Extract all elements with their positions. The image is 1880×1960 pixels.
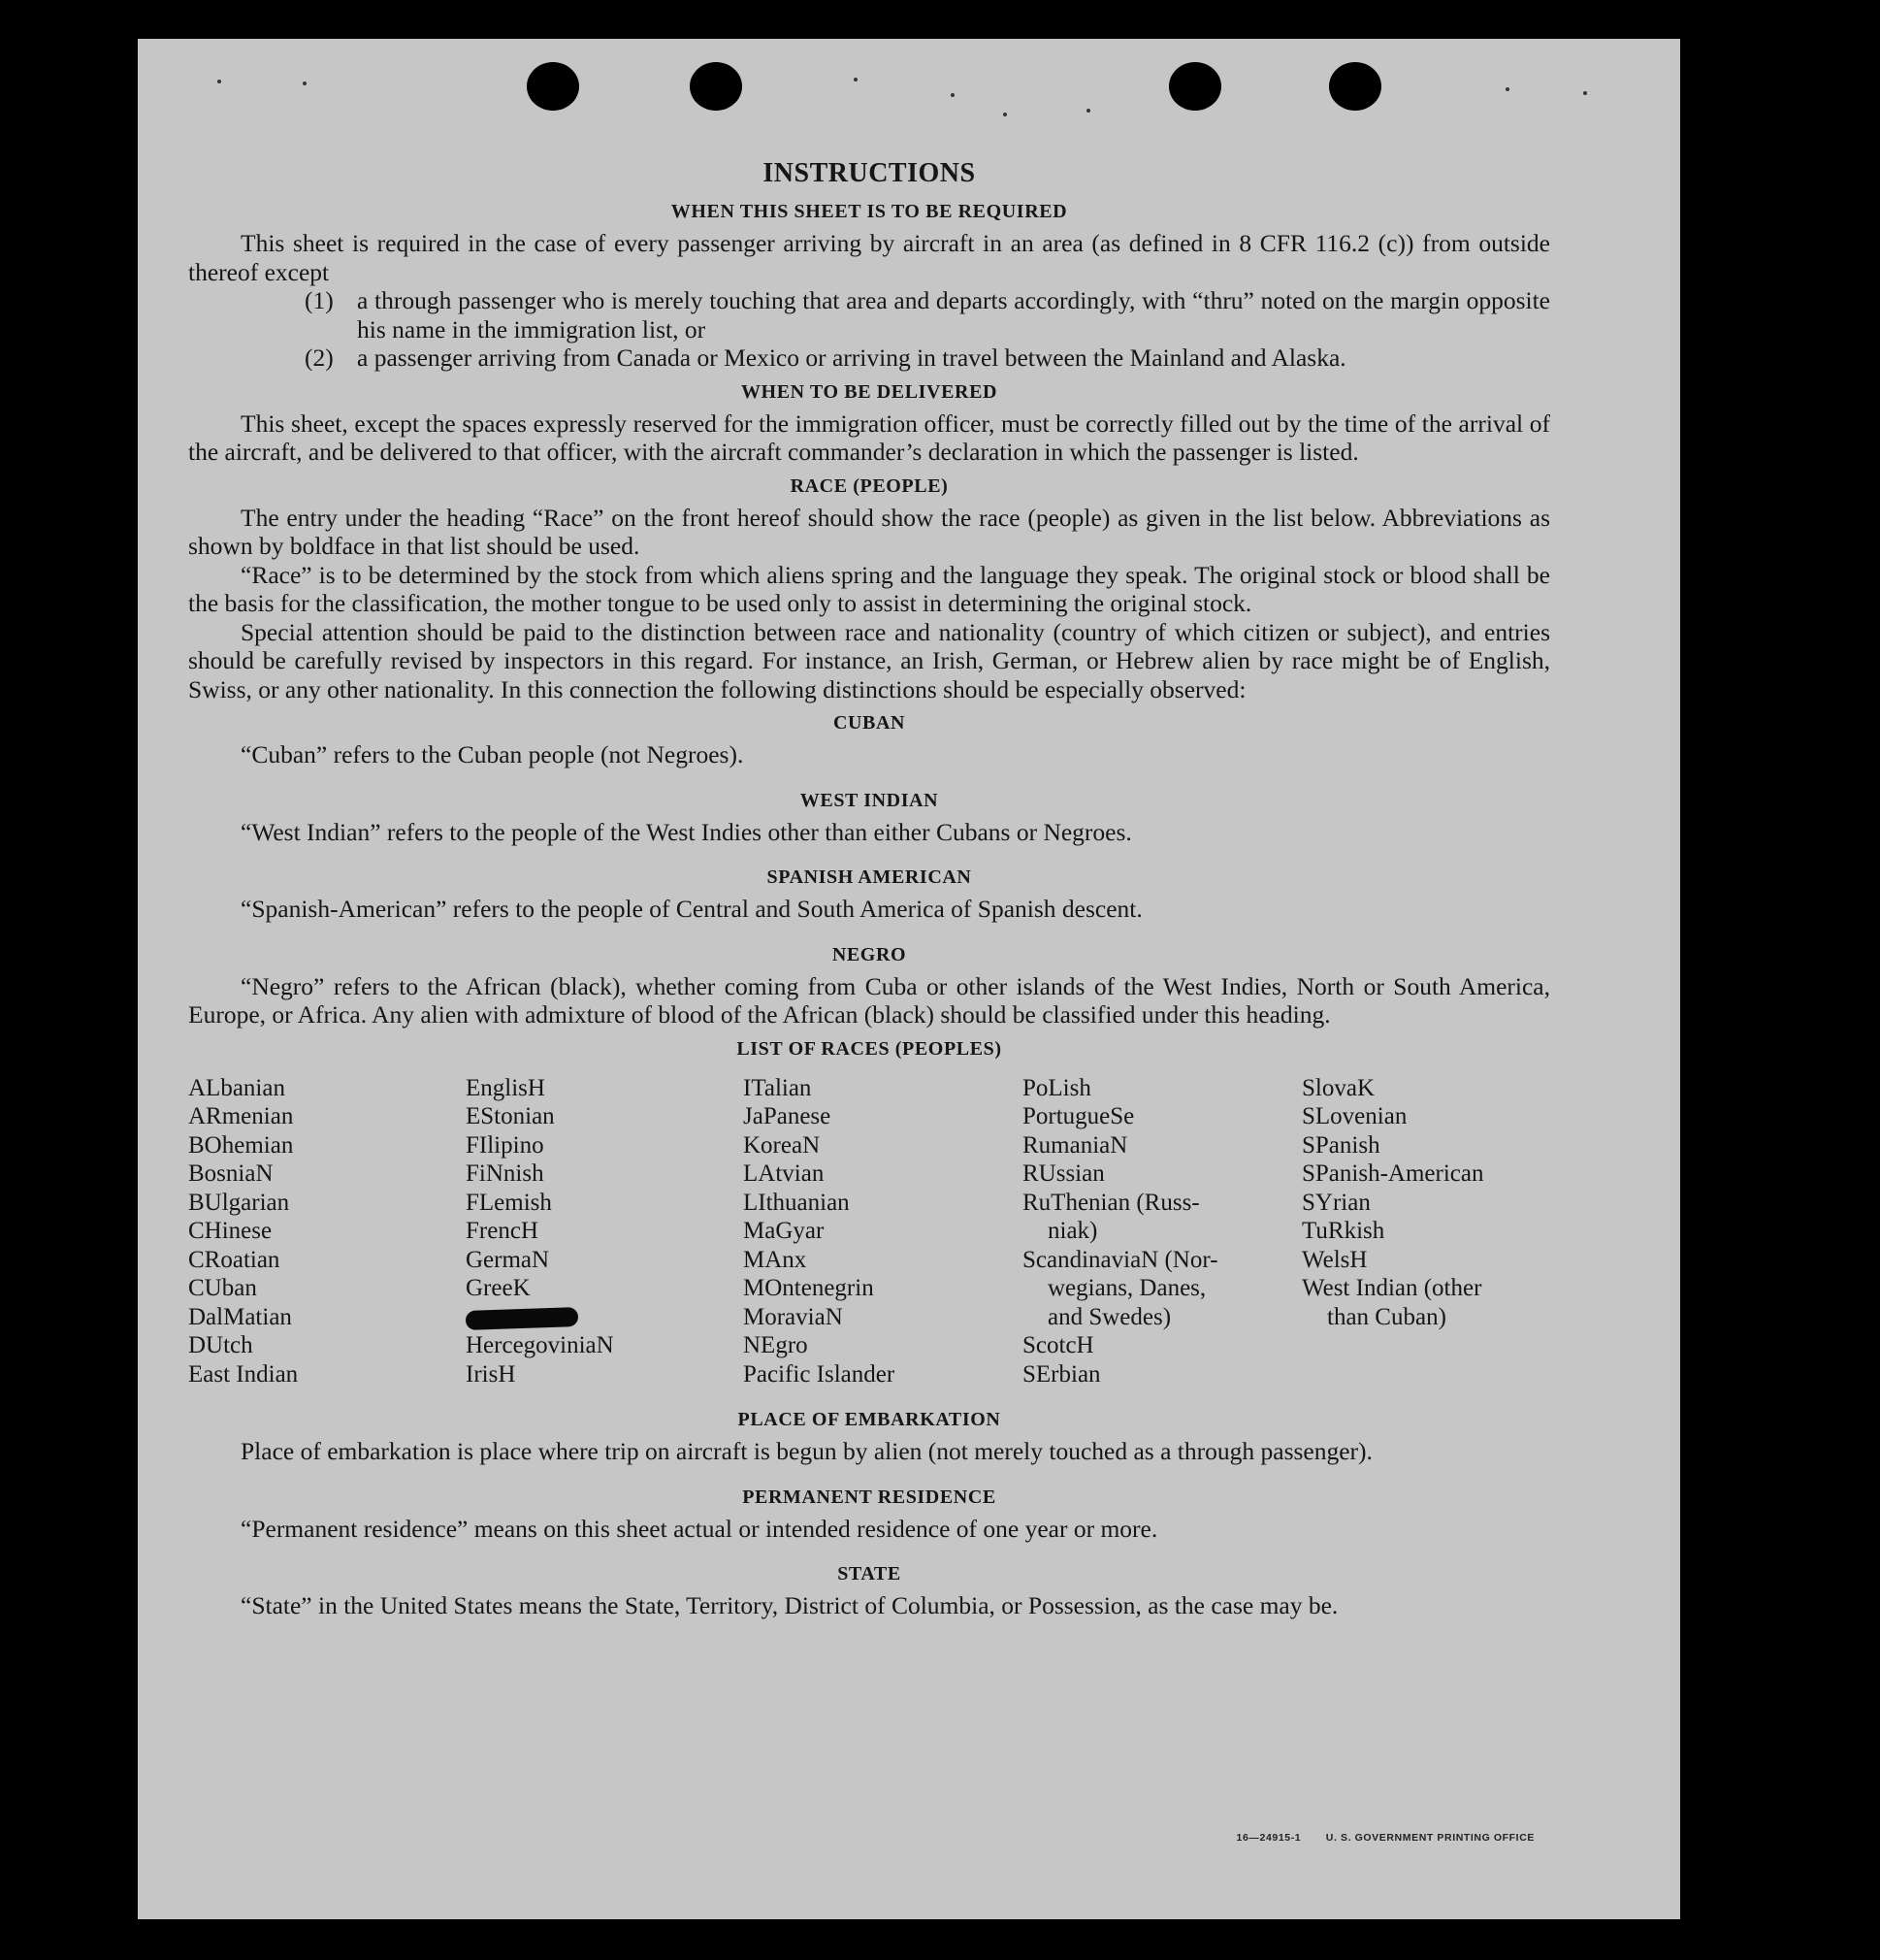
heading-negro: NEGRO <box>831 943 907 965</box>
races-list <box>188 1074 1550 1389</box>
race-paragraph-2: “Race” is to be determined by the stock from which aliens spring and the language they speak. The original stock or blood shall be the basis for the classification, the mother tongue to be used only to assist in determining the original stock. <box>188 560 1550 617</box>
race-entry-continued: wegians, Danes, <box>1048 1275 1207 1301</box>
race-entry: ITalian <box>743 1074 812 1101</box>
race-entry: DUtch <box>188 1332 253 1358</box>
race-entry: LAtvian <box>743 1160 825 1187</box>
heading-spanish-american: SPANISH AMERICAN <box>766 866 972 888</box>
race-entry: PortugueSe <box>1022 1103 1135 1129</box>
item-text: a through passenger who is merely touching that area and departs accordingly, with “thru” noted on the margin opposite his name in the immigration list, or <box>357 286 1550 343</box>
race-entry: RumaniaN <box>1022 1131 1128 1159</box>
race-entry: West Indian (other <box>1302 1275 1482 1301</box>
heading-delivered: WHEN TO BE DELIVERED <box>740 380 998 403</box>
heading-residence: PERMANENT RESIDENCE <box>742 1486 996 1508</box>
race-entry: SlovaK <box>1302 1074 1375 1101</box>
print-footer <box>1237 1832 1535 1844</box>
punch-hole <box>527 62 579 111</box>
race-entry: WelsH <box>1302 1246 1368 1273</box>
race-entry: ARmenian <box>188 1103 294 1129</box>
race-entry: FrencH <box>466 1218 538 1244</box>
heading-required: WHEN THIS SHEET IS TO BE REQUIRED <box>670 201 1068 222</box>
race-entry: SLovenian <box>1302 1103 1408 1129</box>
race-entry: TuRkish <box>1302 1218 1385 1244</box>
races-column <box>1022 1074 1302 1389</box>
residence-text: “Permanent residence” means on this sheet actual or intended residence of one year or more. <box>241 1514 1158 1543</box>
race-entry: CHinese <box>188 1218 273 1244</box>
race-entry: MOntenegrin <box>743 1275 874 1301</box>
race-entry: MoraviaN <box>743 1303 843 1330</box>
races-column <box>1302 1074 1550 1389</box>
cuban-text: “Cuban” refers to the Cuban people (not Negroes). <box>241 740 744 768</box>
race-entry: Pacific Islander <box>743 1360 895 1388</box>
race-entry: RUssian <box>1022 1160 1105 1187</box>
race-entry: FiNnish <box>466 1160 544 1187</box>
page-title: INSTRUCTIONS <box>762 158 976 188</box>
punch-hole <box>690 62 742 111</box>
race-entry: SPanish <box>1302 1131 1380 1159</box>
required-intro: This sheet is required in the case of every passenger arriving by aircraft in an area (as defined in 8 CFR 116.2 (c)) from outside thereof except <box>188 229 1550 286</box>
race-entry: MAnx <box>743 1246 807 1273</box>
redacted-entry <box>466 1303 743 1332</box>
race-entry: FLemish <box>466 1189 552 1216</box>
race-entry: MaGyar <box>743 1218 825 1244</box>
spanish-american-text: “Spanish-American” refers to the people of Central and South America of Spanish descent. <box>241 895 1143 923</box>
race-entry: BOhemian <box>188 1131 294 1159</box>
speck <box>303 82 307 85</box>
delivered-text: This sheet, except the spaces expressly reserved for the immigration officer, must be correctly filled out by the time of the arrival of the aircraft, and be delivered to that officer, with the aircraft commander’s declaration in which the passenger is listed. <box>188 408 1550 466</box>
heading-state: STATE <box>837 1563 901 1584</box>
race-entry: IrisH <box>466 1360 516 1388</box>
race-entry: SYrian <box>1302 1189 1371 1216</box>
race-entry: HercegoviniaN <box>466 1332 614 1358</box>
item-number: (1) <box>305 286 334 314</box>
redaction-mark <box>466 1307 579 1330</box>
speck <box>951 93 955 97</box>
race-paragraph-1: The entry under the heading “Race” on the front hereof should show the race (people) as given in the list below. Abbreviations as shown by boldface in that list should be used. <box>188 503 1550 560</box>
race-entry: JaPanese <box>743 1103 831 1129</box>
race-entry: GreeK <box>466 1275 531 1301</box>
embarkation-text: Place of embarkation is place where trip on aircraft is begun by alien (not merely touched as a through passenger). <box>241 1437 1373 1465</box>
printer-credit: U. S. GOVERNMENT PRINTING OFFICE <box>1325 1832 1535 1844</box>
heading-embarkation: PLACE OF EMBARKATION <box>737 1409 1001 1430</box>
race-entry: EnglisH <box>466 1074 545 1101</box>
punch-hole <box>1329 62 1381 111</box>
item-number: (2) <box>305 343 334 372</box>
heading-west-indian: WEST INDIAN <box>799 789 939 811</box>
race-entry: BUlgarian <box>188 1189 290 1216</box>
item-text: a passenger arriving from Canada or Mexico or arriving in travel between the Mainland and Alaska. <box>357 343 1346 372</box>
punch-hole <box>1169 62 1221 111</box>
race-entry-continued: and Swedes) <box>1048 1303 1172 1330</box>
race-entry: GermaN <box>466 1246 550 1273</box>
race-entry: East Indian <box>188 1360 299 1388</box>
negro-text: “Negro” refers to the African (black), whether coming from Cuba or other islands of the West Indies, North or South America, Europe, or Africa. Any alien with admixture of blood of the African (black) should be classified under this heading. <box>188 971 1550 1029</box>
race-entry: ScotcH <box>1022 1332 1094 1358</box>
form-number: 16—24915-1 <box>1236 1832 1302 1844</box>
race-entry: NEgro <box>743 1332 808 1358</box>
heading-list-of-races: LIST OF RACES (PEOPLES) <box>736 1037 1002 1060</box>
speck <box>1506 87 1509 91</box>
race-entry: SPanish-American <box>1302 1160 1484 1187</box>
state-text: “State” in the United States means the State, Territory, District of Columbia, or Possession, as the case may be. <box>241 1591 1339 1619</box>
heading-cuban: CUBAN <box>832 712 906 734</box>
race-entry: CRoatian <box>188 1246 280 1273</box>
list-item <box>305 286 1550 343</box>
race-entry: DalMatian <box>188 1303 292 1330</box>
race-entry: LIthuanian <box>743 1189 850 1216</box>
document-sheet <box>138 39 1680 1919</box>
race-entry: SErbian <box>1022 1360 1101 1388</box>
race-entry-continued: than Cuban) <box>1327 1303 1446 1330</box>
speck <box>854 78 858 82</box>
heading-race: RACE (PEOPLE) <box>790 474 949 497</box>
races-column <box>743 1074 1022 1389</box>
race-entry: FIlipino <box>466 1131 544 1159</box>
races-column <box>466 1074 743 1389</box>
instructions-body <box>188 157 1550 1620</box>
race-entry: ScandinaviaN (Nor- <box>1022 1246 1218 1273</box>
west-indian-text: “West Indian” refers to the people of the West Indies other than either Cubans or Negroes. <box>241 817 1132 846</box>
race-entry: PoLish <box>1022 1074 1091 1101</box>
race-entry-continued: niak) <box>1048 1218 1098 1244</box>
speck <box>1583 91 1587 95</box>
race-entry: EStonian <box>466 1103 555 1129</box>
speck <box>1003 113 1007 116</box>
list-item <box>305 343 1550 373</box>
race-entry: KoreaN <box>743 1131 821 1159</box>
race-entry: ALbanian <box>188 1074 285 1101</box>
speck <box>1086 109 1090 113</box>
races-column <box>188 1074 466 1389</box>
race-entry: BosniaN <box>188 1160 274 1187</box>
speck <box>217 80 221 83</box>
race-paragraph-3: Special attention should be paid to the distinction between race and nationality (country of which citizen or subject), and entries should be carefully revised by inspectors in this regard. For instance, an Irish, German, or Hebrew alien by race might be of English, Swiss, or any other nationality. In this connection the following distinctions should be especially observed: <box>188 617 1550 703</box>
race-entry: RuThenian (Russ- <box>1022 1189 1200 1216</box>
race-entry: CUban <box>188 1275 257 1301</box>
